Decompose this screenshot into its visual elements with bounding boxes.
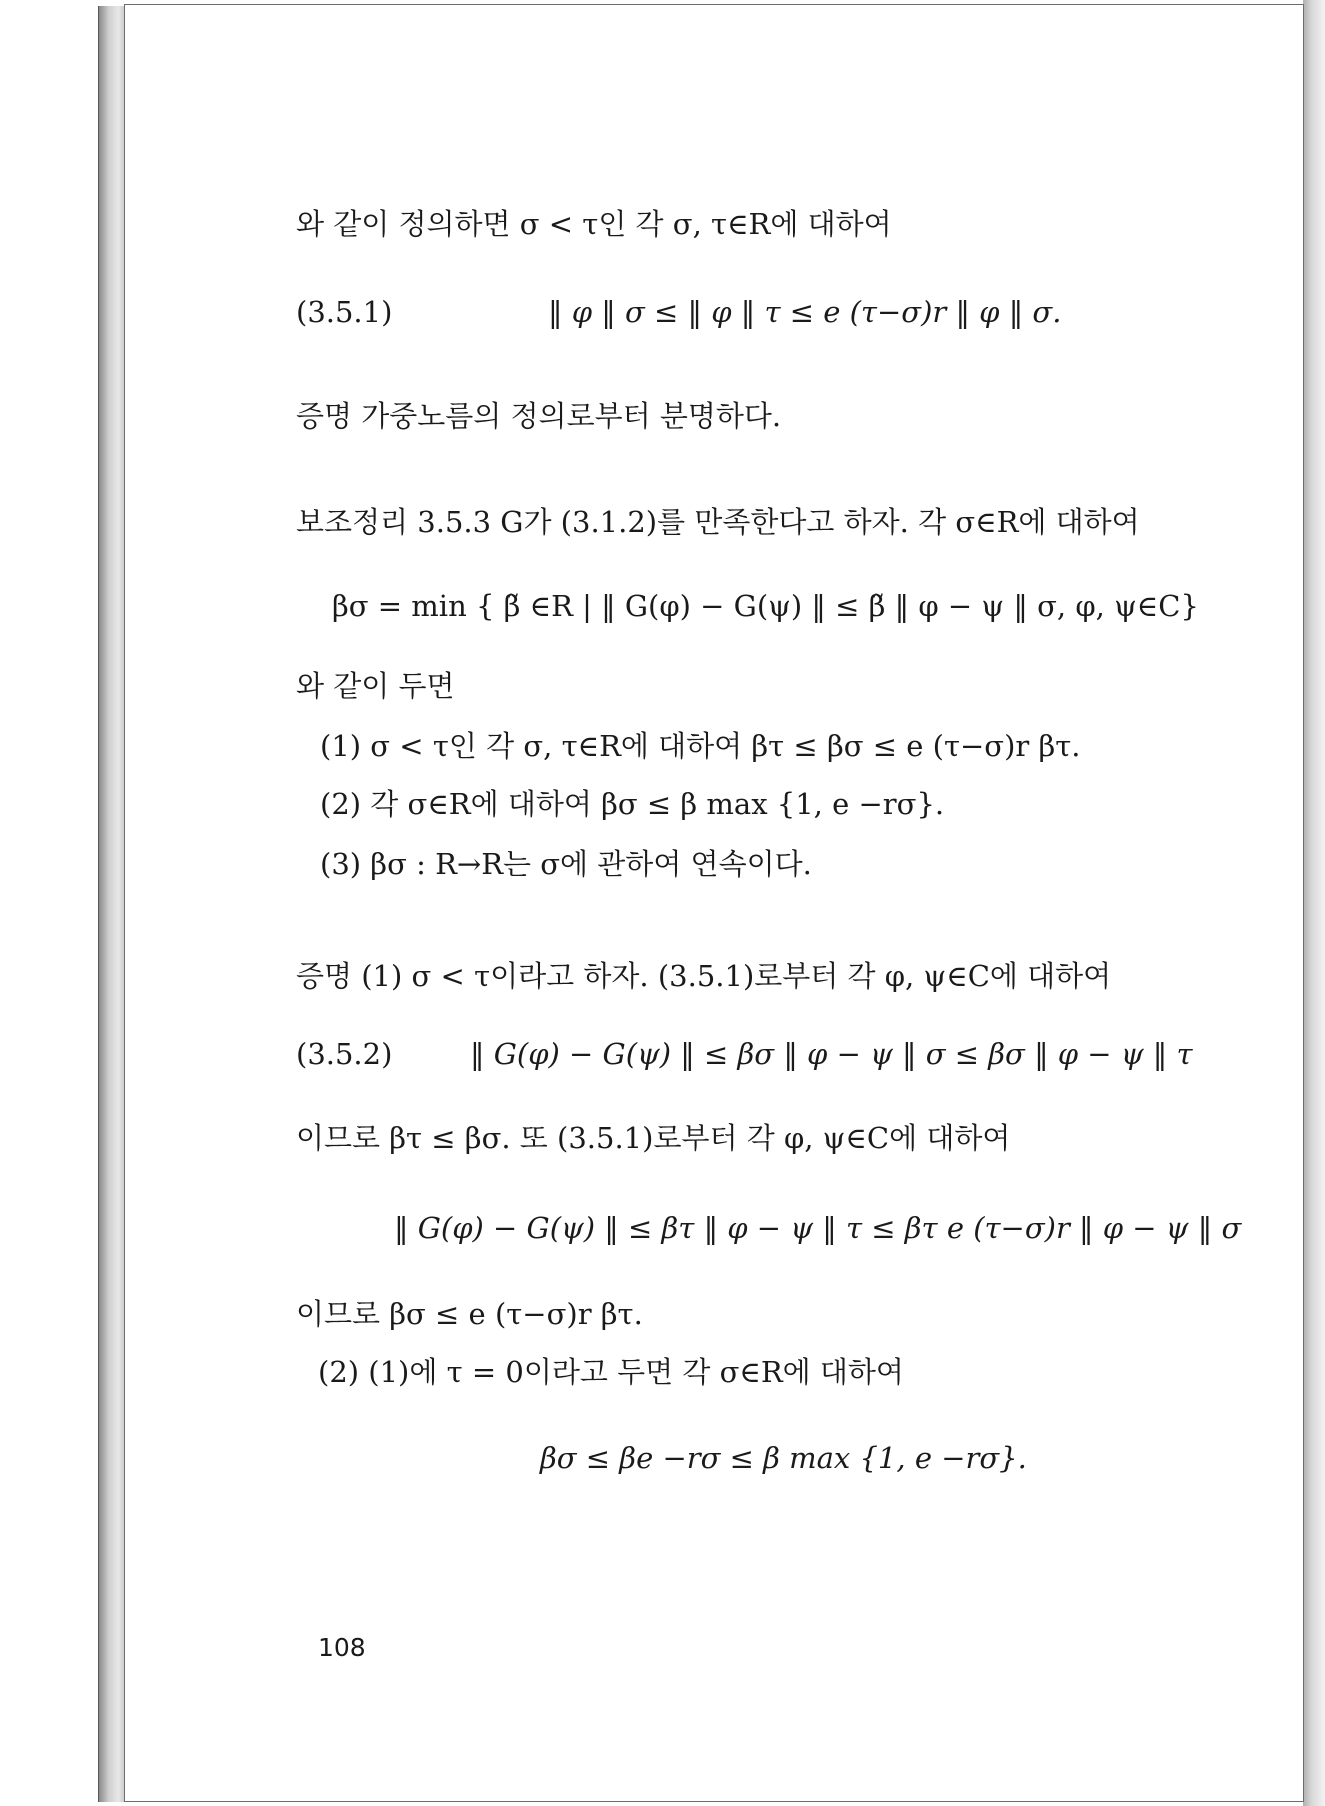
text-line-set: 와 같이 두면 xyxy=(296,669,455,703)
beta-sigma-definition: βσ = min { β̃ ∈R | ‖ G(φ) − G(ψ) ‖ ≤ β̃ ‖ φ − ψ ‖ σ, φ, ψ∈C} xyxy=(332,589,1199,623)
proof-line-therefore-2: 이므로 βσ ≤ e (τ−σ)r βτ. xyxy=(296,1297,643,1331)
equation-number-3-5-1: (3.5.1) xyxy=(296,295,393,329)
equation-3-5-2: ‖ G(φ) − G(ψ) ‖ ≤ βσ ‖ φ − ψ ‖ σ ≤ βσ ‖ φ − ψ ‖ τ xyxy=(470,1037,1193,1071)
lemma-3-5-3-heading: 보조정리 3.5.3 G가 (3.1.2)를 만족한다고 하자. 각 σ∈R에 대하여 xyxy=(296,505,1140,539)
page xyxy=(124,4,1304,1802)
lemma-item-3: (3) βσ : R→R는 σ에 관하여 연속이다. xyxy=(320,847,812,881)
proof-line-therefore-1: 이므로 βτ ≤ βσ. 또 (3.5.1)로부터 각 φ, ψ∈C에 대하여 xyxy=(296,1121,1011,1155)
equation-number-3-5-2: (3.5.2) xyxy=(296,1037,393,1071)
inequality-line: ‖ G(φ) − G(ψ) ‖ ≤ βτ ‖ φ − ψ ‖ τ ≤ βτ e (τ−σ)r ‖ φ − ψ ‖ σ xyxy=(394,1211,1242,1245)
page-stack-edge xyxy=(98,6,127,1802)
page-number: 108 xyxy=(318,1633,366,1662)
lemma-item-2: (2) 각 σ∈R에 대하여 βσ ≤ β max {1, e −rσ}. xyxy=(320,787,945,821)
right-shadow xyxy=(1303,0,1325,1806)
proof-line-1: 증명 가중노름의 정의로부터 분명하다. xyxy=(296,399,782,433)
lemma-item-1: (1) σ < τ인 각 σ, τ∈R에 대하여 βτ ≤ βσ ≤ e (τ−σ)r βτ. xyxy=(320,729,1081,763)
proof-2-line: (2) (1)에 τ = 0이라고 두면 각 σ∈R에 대하여 xyxy=(318,1355,904,1389)
proof-1-line: 증명 (1) σ < τ이라고 하자. (3.5.1)로부터 각 φ, ψ∈C에 대하여 xyxy=(296,959,1112,993)
final-inequality: βσ ≤ βe −rσ ≤ β max {1, e −rσ}. xyxy=(540,1441,1027,1475)
text-line-1: 와 같이 정의하면 σ < τ인 각 σ, τ∈R에 대하여 xyxy=(296,207,892,241)
equation-3-5-1: ‖ φ ‖ σ ≤ ‖ φ ‖ τ ≤ e (τ−σ)r ‖ φ ‖ σ. xyxy=(548,295,1062,329)
